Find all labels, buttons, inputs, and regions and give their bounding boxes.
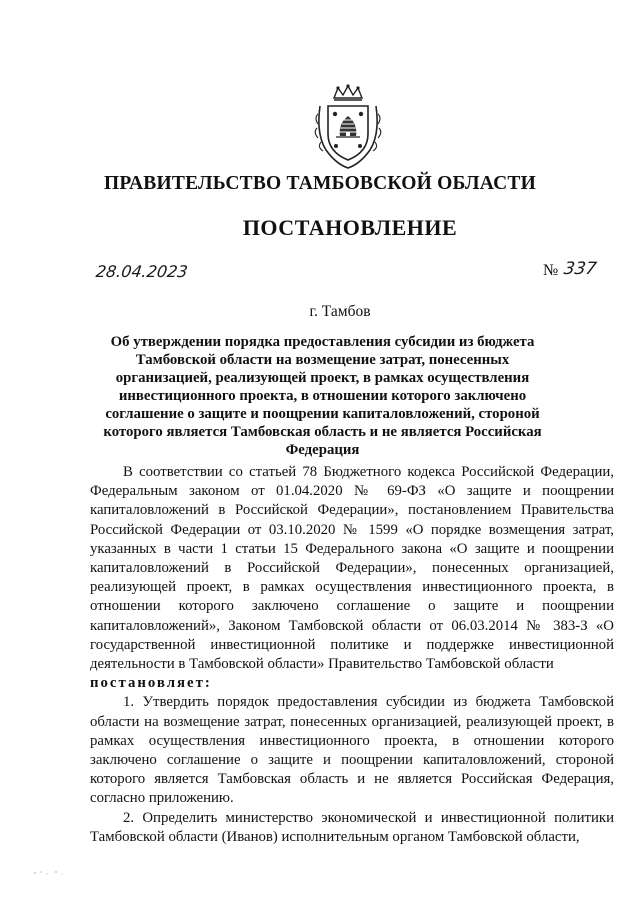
document-city: г. Тамбов <box>309 303 371 320</box>
coat-of-arms-emblem <box>312 84 384 170</box>
document-body <box>90 463 614 847</box>
document-subject: Об утверждении порядка предоставления субсидии из бюджета Тамбовской области на возмещение затрат, понесенных организацией, реализующей проект, в рамках осуществления инвестиционного проекта, в отношении которого заключено соглашение о защите и поощрении капиталовложений, стороной которого является Тамбовская область и не является Российская Федерация <box>103 334 542 458</box>
government-title: ПРАВИТЕЛЬСТВО ТАМБОВСКОЙ ОБЛАСТИ <box>104 173 536 194</box>
document-number-label: № <box>543 262 559 279</box>
preamble-paragraph: В соответствии со статьей 78 Бюджетного кодекса Российской Федерации, Федеральным законом от 01.04.2020 № 69-ФЗ «О защите и поощрении капиталовложений в Российской Федерации», постановлением Правительства Российской Федерации от 03.10.2020 № 1599 «О порядке возмещения затрат, указанных в части 1 статьи 15 Федерального закона «О защите и поощрении капиталовложений в Российской Федерации», понесенных организацией, реализующей проект, в рамках осуществления инвестиционного проекта, в отношении которого заключено соглашение о защите и поощрении капиталовложений», Законом Тамбовской области от 06.03.2014 № 383-З «О государственной инвестиционной политике и поддержке инвестиционной деятельности в Тамбовской области» Правительство Тамбовской области <box>90 464 614 673</box>
document-type-title: ПОСТАНОВЛЕНИЕ <box>242 215 458 240</box>
scan-specks <box>32 868 72 878</box>
document-date: 28.04.2023 <box>94 262 189 281</box>
document-number: 337 <box>562 259 598 279</box>
item-2-paragraph: 2. Определить министерство экономической и инвестиционной политики Тамбовской области (Иванов) исполнительным органом Тамбовской области, <box>90 809 614 845</box>
decree-word: постановляет: <box>90 675 212 692</box>
item-1-paragraph: 1. Утвердить порядок предоставления субсидии из бюджета Тамбовской области на возмещение затрат, понесенных организацией, реализующей проект, в рамках осуществления инвестиционного проекта, в отношении которого заключено соглашение о защите и поощрении капиталовложений, стороной которого является Тамбовская область и не является Российская Федерация, согласно приложению. <box>90 694 614 807</box>
